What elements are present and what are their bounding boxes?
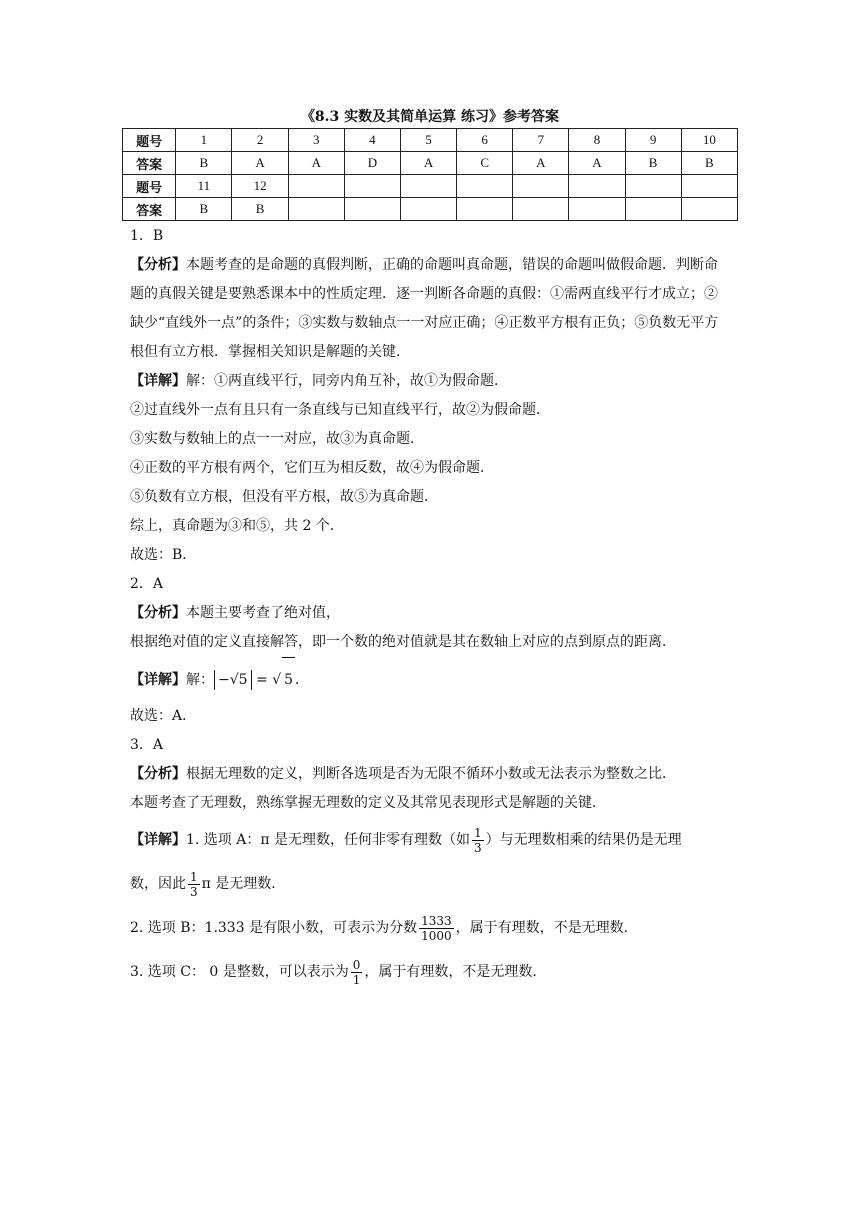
table-row bbox=[123, 175, 738, 198]
table-cell: B bbox=[681, 152, 737, 175]
question-number: 3．A bbox=[130, 737, 164, 753]
punctuation: ． bbox=[295, 672, 310, 688]
table-cell: 2 bbox=[232, 129, 288, 152]
detail-text: 解：①两直线平行，同旁内角互补，故①为假命题． bbox=[186, 373, 508, 389]
table-cell: 10 bbox=[681, 129, 737, 152]
table-cell bbox=[344, 175, 400, 198]
analysis-tag: 【分析】 bbox=[130, 605, 186, 621]
fraction bbox=[188, 870, 200, 899]
table-header-cell: 答案 bbox=[123, 198, 176, 221]
table-cell: A bbox=[288, 152, 344, 175]
detail-text: π 是无理数． bbox=[201, 876, 286, 892]
detail-line bbox=[130, 818, 730, 862]
table-cell bbox=[513, 175, 569, 198]
table-cell bbox=[400, 175, 456, 198]
table-cell: 6 bbox=[457, 129, 513, 152]
analysis-tag: 【分析】 bbox=[130, 257, 186, 273]
table-cell bbox=[457, 198, 513, 221]
table-cell: 12 bbox=[232, 175, 288, 198]
table-cell: A bbox=[400, 152, 456, 175]
table-cell: 11 bbox=[176, 175, 232, 198]
table-cell bbox=[457, 175, 513, 198]
detail-text: 2. 选项 B：1.333 是有限小数，可表示为分数 bbox=[130, 920, 418, 936]
numerator: 1333 bbox=[421, 913, 452, 928]
detail-line bbox=[130, 906, 730, 950]
detail-tag: 【详解】 bbox=[130, 373, 186, 389]
table-cell: B bbox=[176, 198, 232, 221]
table-cell: B bbox=[232, 198, 288, 221]
table-cell bbox=[625, 198, 681, 221]
detail-line: ⑤负数有立方根，但没有平方根，故⑤为真命题． bbox=[130, 489, 438, 505]
table-cell: A bbox=[232, 152, 288, 175]
answer-body bbox=[130, 222, 730, 994]
table-row bbox=[123, 198, 738, 221]
table-cell: 3 bbox=[288, 129, 344, 152]
table-cell: 9 bbox=[625, 129, 681, 152]
detail-text: 解： bbox=[186, 672, 214, 688]
denominator: 3 bbox=[474, 840, 482, 855]
table-cell: A bbox=[569, 152, 625, 175]
detail-line bbox=[130, 862, 730, 906]
detail-text: ，属于有理数，不是无理数． bbox=[455, 920, 638, 936]
fraction bbox=[419, 914, 454, 943]
table-cell bbox=[625, 175, 681, 198]
answer-table bbox=[122, 128, 738, 221]
analysis-tag: 【分析】 bbox=[130, 766, 186, 782]
page-title: 《8.3 实数及其简单运算 练习》参考答案 bbox=[300, 109, 560, 125]
table-row bbox=[123, 129, 738, 152]
detail-tag: 【详解】 bbox=[130, 832, 186, 848]
denominator: 3 bbox=[190, 884, 198, 899]
fraction bbox=[351, 958, 363, 987]
detail-text: ，属于有理数，不是无理数． bbox=[364, 964, 547, 980]
detail-text: 1. 选项 A：π 是无理数，任何非零有理数（如 bbox=[186, 832, 471, 848]
detail-line: ④正数的平方根有两个，它们互为相反数，故④为假命题． bbox=[130, 460, 494, 476]
table-cell bbox=[681, 198, 737, 221]
detail-tag: 【详解】 bbox=[130, 672, 186, 688]
table-cell bbox=[569, 175, 625, 198]
table-cell bbox=[569, 198, 625, 221]
detail-line: 故选：B． bbox=[130, 547, 197, 563]
analysis-text: 根据无理数的定义，判断各选项是否为无限不循环小数或无法表示为整数之比． bbox=[186, 766, 676, 782]
radical-sign: √ bbox=[272, 672, 282, 688]
table-header-cell: 题号 bbox=[123, 175, 176, 198]
table-cell bbox=[513, 198, 569, 221]
table-cell: 8 bbox=[569, 129, 625, 152]
table-header-cell: 题号 bbox=[123, 129, 176, 152]
detail-text: 3. 选项 C： 0 是整数，可以表示为 bbox=[130, 964, 349, 980]
detail-line: ③实数与数轴上的点一一对应，故③为真命题． bbox=[130, 431, 424, 447]
table-cell bbox=[288, 198, 344, 221]
table-cell: B bbox=[625, 152, 681, 175]
denominator: 1 bbox=[352, 972, 361, 987]
detail-line: ②过直线外一点有且只有一条直线与已知直线平行，故②为假命题． bbox=[130, 402, 550, 418]
analysis-text: 本题主要考查了绝对值， bbox=[186, 605, 340, 621]
table-cell: D bbox=[344, 152, 400, 175]
analysis-paragraph: 根据绝对值的定义直接解答，即一个数的绝对值就是其在数轴上对应的点到原点的距离． bbox=[130, 634, 676, 650]
numerator: 0 bbox=[352, 957, 361, 972]
question-number: 1．B bbox=[130, 228, 164, 244]
table-cell: 4 bbox=[344, 129, 400, 152]
table-cell bbox=[344, 198, 400, 221]
numerator: 1 bbox=[190, 869, 198, 884]
fraction bbox=[472, 826, 484, 855]
table-cell: 1 bbox=[176, 129, 232, 152]
radicand: 5 bbox=[282, 657, 295, 702]
table-cell: A bbox=[513, 152, 569, 175]
table-header-cell: 答案 bbox=[123, 152, 176, 175]
table-cell: C bbox=[457, 152, 513, 175]
table-cell: 5 bbox=[400, 129, 456, 152]
table-cell bbox=[681, 175, 737, 198]
table-cell: 7 bbox=[513, 129, 569, 152]
detail-line: 综上，真命题为③和⑤，共 2 个． bbox=[130, 518, 344, 534]
table-cell: B bbox=[176, 152, 232, 175]
equals-sign: = bbox=[256, 672, 268, 688]
table-row bbox=[123, 152, 738, 175]
detail-line bbox=[130, 367, 730, 396]
denominator: 1000 bbox=[421, 928, 452, 943]
detail-line bbox=[130, 657, 730, 702]
table-cell bbox=[400, 198, 456, 221]
numerator: 1 bbox=[474, 825, 482, 840]
detail-text: ）与无理数相乘的结果仍是无理 bbox=[485, 832, 682, 848]
analysis-text: 本题考查的是命题的真假判断，正确的命题叫真命题，错误的命题叫做假命题．判断命题的真假关键是要熟悉课本中的性质定理．逐一判断各命题的真假：①需两直线平行才成立；②缺少“直线外一点”的条件；③实数与数轴点一一对应正确；④正数平方根有正负；⑤负数无平方根但有立方根．掌握相关知识是解题的关键． bbox=[130, 257, 719, 360]
detail-text: 数，因此 bbox=[130, 876, 186, 892]
detail-line: 故选：A． bbox=[130, 708, 197, 724]
absolute-value-expression: −√5 bbox=[214, 670, 252, 690]
detail-line bbox=[130, 950, 730, 994]
analysis-paragraph bbox=[130, 760, 730, 789]
table-cell bbox=[288, 175, 344, 198]
analysis-paragraph bbox=[130, 251, 730, 367]
question-number: 2．A bbox=[130, 576, 164, 592]
analysis-paragraph: 本题考查了无理数，熟练掌握无理数的定义及其常见表现形式是解题的关键． bbox=[130, 795, 606, 811]
analysis-paragraph bbox=[130, 599, 730, 628]
